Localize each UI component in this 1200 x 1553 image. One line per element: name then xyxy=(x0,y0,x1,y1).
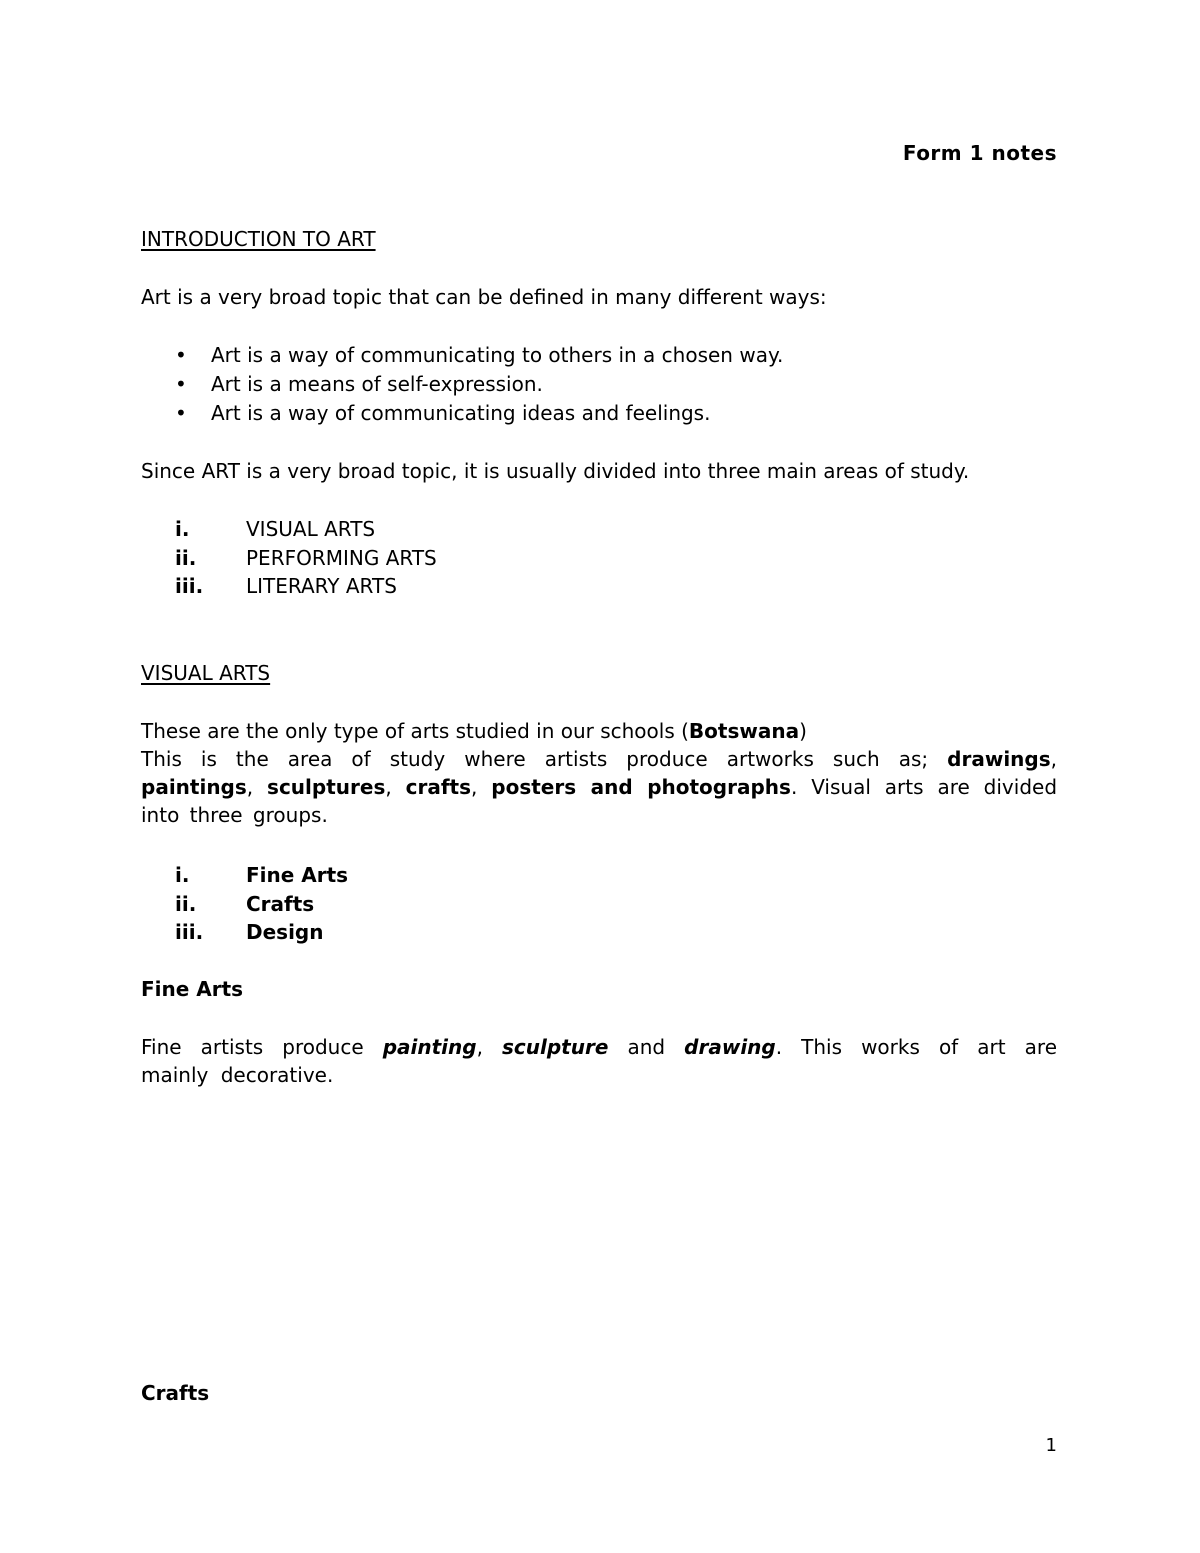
list-item xyxy=(141,515,1057,544)
list-number: iii. xyxy=(175,920,204,944)
list-number: ii. xyxy=(175,545,197,570)
list-item xyxy=(141,370,1057,399)
visual-heading: VISUAL ARTS xyxy=(141,661,271,685)
crafts-heading: Crafts xyxy=(141,1381,210,1405)
list-item xyxy=(141,544,1057,573)
text-span: These are the only type of arts studied in our schools ( xyxy=(141,719,689,743)
header-title: Form 1 notes xyxy=(902,141,1057,165)
bold-text: posters and photographs xyxy=(491,775,791,799)
text-span: , xyxy=(246,775,268,799)
art-areas-list xyxy=(141,515,1057,601)
bold-text: crafts xyxy=(405,775,472,799)
bold-text: paintings xyxy=(141,775,247,799)
text-span: , xyxy=(471,775,492,799)
bold-italic-text: sculpture xyxy=(502,1035,609,1059)
bullet-icon: • xyxy=(175,372,187,396)
list-label: LITERARY ARTS xyxy=(246,574,397,598)
list-label: Fine Arts xyxy=(246,863,349,887)
bullet-icon: • xyxy=(175,343,187,367)
bullet-text: Art is a way of communicating ideas and feelings. xyxy=(211,401,711,425)
list-item xyxy=(141,890,1057,919)
bullet-text: Art is a way of communicating to others in a chosen way. xyxy=(211,343,784,367)
text-span: . This works of art are mainly decorative. xyxy=(141,1035,1058,1087)
text-span: , xyxy=(476,1035,503,1059)
intro-heading: INTRODUCTION TO ART xyxy=(141,227,376,251)
fine-arts-heading: Fine Arts xyxy=(141,977,244,1001)
list-number: i. xyxy=(175,517,190,541)
fine-arts-paragraph xyxy=(141,1033,1057,1089)
bold-text: sculptures xyxy=(267,775,386,799)
intro-lead: Art is a very broad topic that can be defined in many different ways: xyxy=(141,285,827,309)
text-span: Fine artists produce xyxy=(141,1035,383,1059)
intro-bullet-list xyxy=(141,341,1057,428)
list-label: Crafts xyxy=(246,891,315,916)
intro-since: Since ART is a very broad topic, it is usually divided into three main areas of study. xyxy=(141,459,970,483)
bullet-icon: • xyxy=(175,401,187,425)
text-span: This is the area of study where artists produce artworks such as; xyxy=(141,747,948,771)
list-label: VISUAL ARTS xyxy=(246,517,376,541)
text-span: , xyxy=(1050,747,1057,771)
list-item xyxy=(141,918,1057,947)
bold-italic-text: painting xyxy=(382,1035,477,1059)
text-span: . Visual arts are divided into three groups. xyxy=(141,775,1058,827)
bold-italic-text: drawing xyxy=(684,1035,776,1059)
list-item xyxy=(141,572,1057,601)
list-label: PERFORMING ARTS xyxy=(246,545,437,570)
list-item xyxy=(141,861,1057,890)
visual-line1 xyxy=(141,717,1057,745)
bold-text: drawings xyxy=(947,747,1051,771)
page-number: 1 xyxy=(1045,1435,1057,1456)
list-number: iii. xyxy=(175,574,204,598)
bold-text: Botswana xyxy=(688,719,800,743)
list-item xyxy=(141,399,1057,428)
bullet-text: Art is a means of self-expression. xyxy=(211,372,543,396)
visual-paragraph xyxy=(141,745,1057,829)
list-number: ii. xyxy=(175,891,197,916)
visual-groups-list xyxy=(141,861,1057,947)
text-span: and xyxy=(608,1035,685,1059)
text-span: , xyxy=(385,775,406,799)
list-label: Design xyxy=(246,920,324,944)
list-number: i. xyxy=(175,863,190,887)
list-item xyxy=(141,341,1057,370)
text-span: ) xyxy=(799,719,807,743)
